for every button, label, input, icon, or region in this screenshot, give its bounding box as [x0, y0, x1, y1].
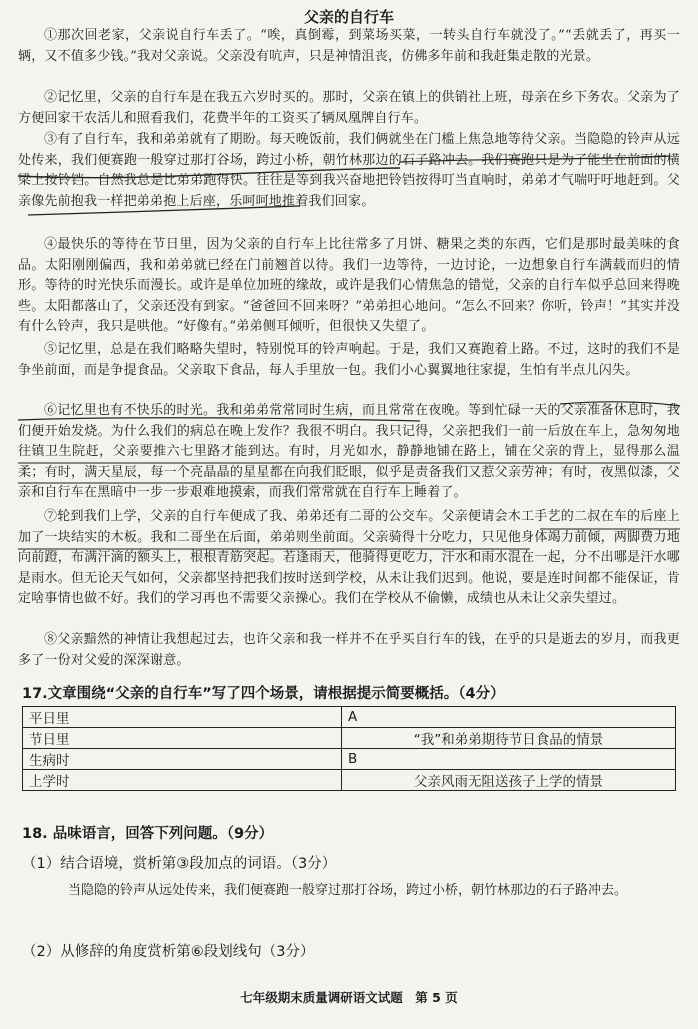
scene-label: 平日里 [23, 707, 342, 728]
scene-answer: “我”和弟弟期待节日食品的情景 [342, 728, 676, 749]
question-18-sub1: （1）结合语境，赏析第③段加点的词语。（3分） [22, 856, 337, 872]
paragraph-7: ⑦轮到我们上学，父亲的自行车便成了我、弟弟还有二哥的公交车。父亲便请会木工手艺的二叔在车的后座上加了一块结实的木板。我和二哥坐在后面，弟弟则坐前面。父亲骑得十分吃力，只见他身体竭力前倾，两脚费力地向前蹬，布满汗滴的额头上，根根青筋突起。若逢雨天，他骑得更吃力，汗水和雨水混在一起，分不出哪是汗水哪是雨水。但无论天气如何，父亲都坚持把我们按时送到学校，从未让我们迟到。他说，要是连时间都不能保证，肯定啥事情也做不好。我们的学习再也不需要父亲操心。我们在学校从不偷懒，成绩也从未让父亲失望过。 [18, 509, 680, 606]
scene-answer[interactable]: B [342, 749, 676, 770]
paragraph-4: ④最快乐的等待在节日里，因为父亲的自行车上比往常多了月饼、糖果之类的东西，它们是那时最美味的食品。太阳刚刚偏西，我和弟弟就已经在门前翘首以待。我们一边等待，一边讨论，一边想象自行车满载而归的情形。等待的时光快乐而漫长。或许是单位加班的缘故，或许是我们心情焦急的错觉，父亲的自行车似乎总回来得晚些。太阳都落山了，父亲还没有到家。“爸爸回不回来呀？”弟弟担心地问。“怎么不回来？你听，铃声！”其实并没有什么铃声，我只是哄他。“好像有。”弟弟侧耳倾听，但很快又失望了。 [18, 237, 680, 334]
paragraph-5: ⑤记忆里，总是在我们略略失望时，特别悦耳的铃声响起。于是，我们又赛跑着上路。不过，这时的我们不是争坐前面，而是争提食品。父亲取下食品，每人手里放一包。我们小心翼翼地往家提，生怕有半点儿闪失。 [18, 342, 680, 378]
scene-answer[interactable]: A [342, 707, 676, 728]
scene-answer: 父亲风雨无阻送孩子上学的情景 [342, 770, 676, 791]
paragraph-2: ②记忆里，父亲的自行车是在我五六岁时买的。那时，父亲在镇上的供销社上班，母亲在乡下务农。父亲为了方便回家干农活儿和照看我们，花费半年的工资买了辆凤凰牌自行车。 [18, 90, 680, 126]
question-18-sub2: （2）从修辞的角度赏析第⑥段划线句（3分） [22, 944, 315, 960]
paragraph-6: ⑥记忆里也有不快乐的时光。我和弟弟常常同时生病，而且常常在夜晚。等到忙碌一天的父亲准备休息时，我们便开始发烧。为什么我们的病总在晚上发作？我很不明白。我只记得，父亲把我们一前一后放在车上，急匆匆地往镇卫生院赶，父亲要推六七里路才能到达。有时，月光如水，静静地铺在路上，铺在父亲的背上，显得那么温柔；有时，满天星辰，每一个亮晶晶的星星都在向我们眨眼，似乎是责备我们又惹父亲劳神；有时，夜黑似漆，父亲和自行车在黑暗中一步一步艰难地摸索，而我们常常就在自行车上睡着了。 [18, 403, 680, 500]
question-18-prompt: 18. 品味语言，回答下列问题。（9分） [22, 826, 274, 842]
page-footer: 七年级期末质量调研语文试题 第 5 页 [240, 990, 458, 1005]
scene-label: 上学时 [23, 770, 342, 791]
question-17-prompt: 17.文章围绕“父亲的自行车”写了四个场景，请根据提示简要概括。（4分） [22, 686, 505, 702]
table-row [23, 728, 676, 749]
scene-label: 生病时 [23, 749, 342, 770]
table-row [23, 707, 676, 728]
paragraph-8: ⑧父亲黯然的神情让我想起过去，也许父亲和我一样并不在乎买自行车的钱，在乎的只是逝去的岁月，而我更多了一份对父爱的深深谢意。 [18, 632, 680, 668]
question-18-sub1-quote: 当隐隐的铃声从远处传来，我们便赛跑一般穿过那打谷场，跨过小桥，朝竹林那边的石子路冲去。 [68, 883, 628, 898]
table-row [23, 749, 676, 770]
article-title: 父亲的自行车 [303, 8, 394, 26]
paragraph-1: ①那次回老家，父亲说自行车丢了。“唉，真倒霉，到菜场买菜，一转头自行车就没了。”“丢就丢了，再买一辆，又不值多少钱。”我对父亲说。父亲没有吭声，只是神情沮丧，仿佛多年前和我赶集走散的光景。 [18, 28, 680, 64]
table-row [23, 770, 676, 791]
scene-table [22, 706, 676, 791]
scene-label: 节日里 [23, 728, 342, 749]
paragraph-3: ③有了自行车，我和弟弟就有了期盼。每天晚饭前，我们俩就坐在门槛上焦急地等待父亲。当隐隐的铃声从远处传来，我们便赛跑一般穿过那打谷场，跨过小桥，朝竹林那边的石子路冲去。我们赛跑只是为了能坐在前面的横梁上按铃铛。自然我总是比弟弟跑得快。往往是等到我兴奋地把铃铛按得叮当直响时，弟弟才气喘吁吁地赶到。父亲像先前抱我一样把弟弟抱上后座，乐呵呵地推着我们回家。 [18, 132, 680, 209]
